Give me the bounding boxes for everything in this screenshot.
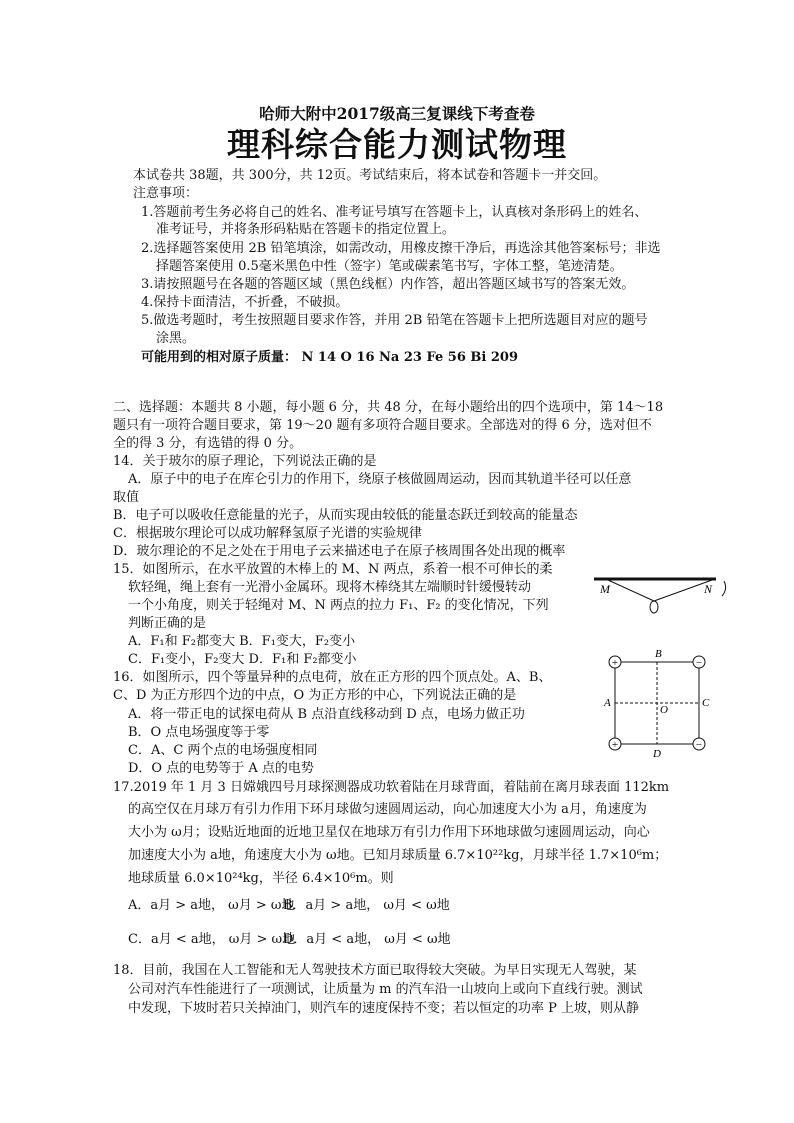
- note-line: 2.选择题答案使用 2B 铅笔填涂，如需改动，用橡皮擦干净后，再选涂其他答案标号；非选: [141, 241, 661, 256]
- q14-option-c: C．根据玻尔理论可以成功解释氢原子光谱的实验规律: [113, 526, 422, 541]
- q16-stem: C、D 为正方形四个边的中点，O 为正方形的中心，下列说法正确的是: [113, 688, 517, 703]
- svg-text:−: −: [695, 657, 703, 669]
- q18-stem: 18．目前，我国在人工智能和无人驾驶技术方面已取得较大突破。为早日实现无人驾驶，某: [113, 963, 637, 978]
- q17-option-d: D．a月 < a地， ω月 < ω地: [283, 932, 451, 947]
- q16-option-c: C．A、C 两个点的电场强度相同: [128, 743, 318, 758]
- exam-header: 哈师大附中2017级高三复课线下考查卷: [259, 104, 535, 123]
- q14-option-a: A．原子中的电子在库仑引力的作用下，绕原子核做圆周运动，因而其轨道半径可以任意: [128, 472, 632, 487]
- q17-option-a: A．a月 > a地， ω月 > ω地: [128, 898, 295, 913]
- note-line: 4.保持卡面清洁，不折叠，不破损。: [141, 295, 349, 310]
- q17-stem: 大小为 ω月；设贴近地面的近地卫星仅在地球万有引力作用下环地球做匀速圆周运动，向心: [128, 825, 650, 840]
- q17-stem: 17.2019 年 1 月 3 日嫦娥四号月球探测器成功软着陆在月球背面，着陆前在离月球表面 112km: [113, 780, 670, 795]
- rotation-arrow: [722, 581, 726, 596]
- note-line: 3.请按照题号在各题的答题区域（黑色线框）内作答，超出答题区域书写的答案无效。: [141, 277, 635, 292]
- section-line: 题只有一项符合题目要求，第 19～20 题有多项符合题目要求。全部选对的得 6 分，选对但不: [113, 418, 652, 433]
- q15-stem: 判断正确的是: [128, 616, 207, 631]
- note-line: 涂黑。: [156, 331, 196, 346]
- note-line: 准考证号，并将条形码粘贴在答题卡的指定位置上。: [156, 222, 456, 237]
- note-line: 1.答题前考生务必将自己的姓名、准考证号填写在答题卡上，认真核对条形码上的姓名、: [141, 205, 648, 220]
- label-a: A: [604, 697, 611, 709]
- q17-option-b: B．a月 > a地， ω月 < ω地: [283, 898, 450, 913]
- q17-stem: 地球质量 6.0×10²⁴kg，半径 6.4×10⁶m。则: [128, 871, 394, 886]
- q14-stem: 14．关于玻尔的原子理论，下列说法正确的是: [113, 454, 377, 469]
- note-line: 择题答案使用 0.5毫米黑色中性（签字）笔或碳素笔书写，字体工整，笔迹清楚。: [156, 259, 623, 274]
- q15-options-ab: A．F₁和 F₂都变大 B．F₁变大，F₂变小: [128, 634, 356, 649]
- q17-stem: 的高空仅在月球万有引力作用下环月球做匀速圆周运动，向心加速度大小为 a月，角速度为: [128, 802, 647, 817]
- atomic-mass-line: 可能用到的相对原子质量： N 14 O 16 Na 23 Fe 56 Bi 209: [141, 350, 518, 365]
- q17-stem: 加速度大小为 a地，角速度大小为 ω地。已知月球质量 6.7×10²²kg，月球半径 1.7×10⁶m；: [128, 848, 668, 863]
- note-line: 5.做选考题时，考生按照题目要求作答，并用 2B 铅笔在答题卡上把所选题目对应的题号: [141, 313, 648, 328]
- label-o: O: [660, 704, 668, 716]
- q16-stem: 16．如图所示，四个等量异种的点电荷，放在正方形的四个顶点处。A、B、: [113, 670, 552, 685]
- q14-option-a-cont: 取值: [113, 490, 140, 505]
- exam-title: 理科综合能力测试物理: [227, 125, 567, 164]
- q16-option-d: D．O 点的电势等于 A 点的电势: [128, 761, 314, 776]
- q18-stem: 公司对汽车性能进行了一项测试，让质量为 m 的汽车沿一山坡向上或向下直线行驶。测试: [128, 982, 643, 997]
- label-n: N: [704, 582, 713, 596]
- q15-figure: [590, 572, 740, 622]
- q15-stem: 一个小角度，则关于轻绳对 M、N 两点的拉力 F₁、F₂ 的变化情况，下列: [128, 598, 549, 613]
- label-m: M: [600, 582, 610, 596]
- svg-text:+: +: [611, 739, 619, 751]
- exam-summary: 本试卷共 38题，共 300分，共 12页。考试结束后，将本试卷和答题卡一并交回。: [133, 168, 607, 183]
- label-c: C: [702, 697, 710, 709]
- q16-option-a: A．将一带正电的试探电荷从 B 点沿直线移动到 D 点，电场力做正功: [128, 707, 525, 722]
- q14-option-b: B．电子可以吸收任意能量的光子，从而实现由较低的能量态跃迁到较高的能量态: [113, 508, 578, 523]
- q15-stem: 15．如图所示，在水平放置的木棒上的 M、N 两点，系着一根不可伸长的柔: [113, 562, 553, 577]
- q17-option-c: C．a月 < a地， ω月 > ω地: [128, 932, 296, 947]
- svg-text:+: +: [611, 657, 619, 669]
- section-line: 全的得 3 分，有选错的得 0 分。: [113, 436, 303, 451]
- q16-figure: [600, 648, 720, 760]
- label-b: B: [655, 648, 662, 660]
- q14-option-d: D．玻尔理论的不足之处在于用电子云来描述电子在原子核周围各处出现的概率: [113, 544, 566, 559]
- q16-option-b: B．O 点电场强度等于零: [128, 725, 270, 740]
- label-d: D: [653, 748, 661, 760]
- notes-heading: 注意事项：: [133, 186, 199, 201]
- metal-ring: [650, 601, 658, 613]
- q15-stem: 软轻绳，绳上套有一光滑小金属环。现将木棒绕其左端顺时针缓慢转动: [128, 580, 532, 595]
- q15-options-cd: C．F₁变小，F₂变大 D．F₁和 F₂都变小: [128, 652, 357, 667]
- q18-stem: 中发现，下坡时若只关掉油门，则汽车的速度保持不变；若以恒定的功率 P 上坡，则从静: [128, 1001, 640, 1016]
- section-heading: 二、选择题：本题共 8 小题，每小题 6 分，共 48 分，在每小题给出的四个选项中，第 14～18: [113, 400, 664, 415]
- svg-text:−: −: [695, 739, 703, 751]
- rope-left: [608, 580, 654, 601]
